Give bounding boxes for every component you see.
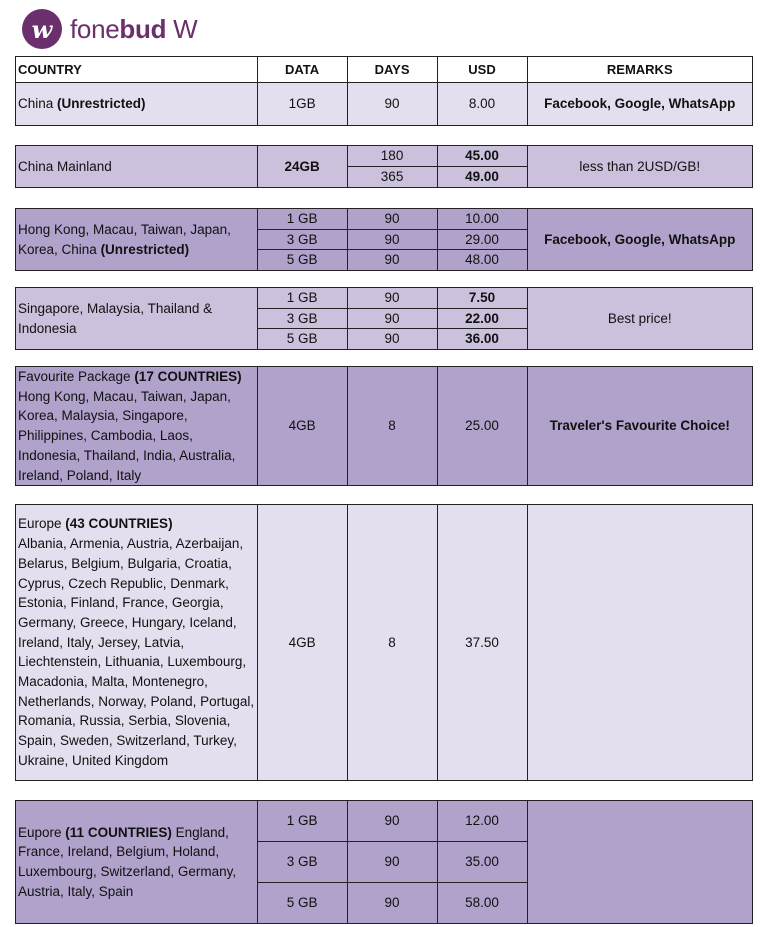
price-cell: 29.00 [437, 229, 527, 250]
price-cell: 58.00 [437, 883, 527, 924]
data-cell: 3 GB [257, 229, 347, 250]
country-cell: Singapore, Malaysia, Thailand & Indonesia [16, 288, 258, 350]
days-cell: 90 [347, 801, 437, 842]
price-cell: 7.50 [437, 288, 527, 309]
country-cell: Europe (43 COUNTRIES) Albania, Armenia, Austria, Azerbaijan, Belarus, Belgium, Bulgaria, Croatia, Cyprus, Czech Republic, Denmark, Estonia, Finland, France, Georgia, Germany, Greece, Hungary, Iceland, Ireland, Italy, Jersey, Latvia, Liechtenstein, Lithuania, Luxembourg, Macadonia, Malta, Montenegro, Netherlands, Norway, Poland, Portugal, Romania, Russia, Serbia, Slovenia, Spain, Sweden, Switzerland, Turkey, Ukraine, United Kingdom [16, 505, 258, 781]
remarks-cell: Best price! [527, 288, 752, 350]
data-cell: 24GB [257, 146, 347, 188]
table-row [16, 83, 753, 126]
table-row [16, 801, 753, 842]
data-cell: 5 GB [257, 883, 347, 924]
days-cell: 90 [347, 329, 437, 350]
data-cell: 3 GB [257, 842, 347, 883]
data-cell: 4GB [257, 505, 347, 781]
price-cell: 22.00 [437, 308, 527, 329]
plan-table-europe-43 [15, 504, 753, 781]
remarks-cell: Facebook, Google, WhatsApp [527, 83, 752, 126]
header-country: COUNTRY [16, 57, 258, 83]
logo-wordmark: fonebud W [70, 13, 198, 44]
days-cell: 180 [347, 146, 437, 167]
country-cell: China Mainland [16, 146, 258, 188]
days-cell: 90 [347, 842, 437, 883]
plan-table-china [15, 56, 753, 126]
remarks-cell: Traveler's Favourite Choice! [527, 367, 752, 486]
price-cell: 12.00 [437, 801, 527, 842]
data-cell: 4GB [257, 367, 347, 486]
price-cell: 8.00 [437, 83, 527, 126]
days-cell: 90 [347, 83, 437, 126]
data-cell: 5 GB [257, 250, 347, 271]
remarks-cell: less than 2USD/GB! [527, 146, 752, 188]
country-list: England, France, Ireland, Belgium, Holand, Luxembourg, Switzerland, Germany, Austria, Italy, Spain [18, 824, 237, 899]
days-cell: 90 [347, 229, 437, 250]
plan-table-hk-asia [15, 208, 753, 271]
remarks-cell [527, 801, 752, 924]
table-header-row [16, 57, 753, 83]
header-usd: USD [437, 57, 527, 83]
days-cell: 90 [347, 308, 437, 329]
price-cell: 37.50 [437, 505, 527, 781]
price-cell: 48.00 [437, 250, 527, 271]
table-row [16, 505, 753, 781]
plan-table-china-mainland [15, 145, 753, 188]
country-cell: Hong Kong, Macau, Taiwan, Japan, Korea, China (Unrestricted) [16, 209, 258, 271]
plan-table-southeast-asia [15, 287, 753, 350]
price-cell: 36.00 [437, 329, 527, 350]
price-cell: 45.00 [437, 146, 527, 167]
price-cell: 10.00 [437, 209, 527, 230]
price-cell: 35.00 [437, 842, 527, 883]
country-list: Albania, Armenia, Austria, Azerbaijan, Belarus, Belgium, Bulgaria, Croatia, Cyprus, Czech Republic, Denmark, Estonia, Finland, France, Georgia, Germany, Greece, Hungary, Iceland, Ireland, Italy, Jersey, Latvia, Liechtenstein, Lithuania, Luxembourg, Macadonia, Malta, Montenegro, Netherlands, Norway, Poland, Portugal, Romania, Russia, Serbia, Slovenia, Spain, Sweden, Switzerland, Turkey, Ukraine, United Kingdom [18, 536, 255, 768]
days-cell: 90 [347, 209, 437, 230]
logo-mark: w [22, 9, 62, 49]
plan-table-favourite [15, 366, 753, 486]
days-cell: 365 [347, 167, 437, 188]
table-row [16, 367, 753, 486]
days-cell: 8 [347, 367, 437, 486]
header-data: DATA [257, 57, 347, 83]
table-row [16, 288, 753, 309]
header-days: DAYS [347, 57, 437, 83]
data-cell: 5 GB [257, 329, 347, 350]
price-cell: 25.00 [437, 367, 527, 486]
days-cell: 90 [347, 883, 437, 924]
table-row [16, 209, 753, 230]
days-cell: 90 [347, 288, 437, 309]
remarks-cell [527, 505, 752, 781]
days-cell: 8 [347, 505, 437, 781]
country-cell: China (Unrestricted) [16, 83, 258, 126]
table-row [16, 146, 753, 167]
plan-table-europe-11 [15, 800, 753, 924]
country-list: Hong Kong, Macau, Taiwan, Japan, Korea, Malaysia, Singapore, Philippines, Cambodia, Laos, Indonesia, Thailand, India, Australia, Ireland, Poland, Italy [18, 388, 236, 483]
data-cell: 3 GB [257, 308, 347, 329]
data-cell: 1 GB [257, 801, 347, 842]
remarks-cell: Facebook, Google, WhatsApp [527, 209, 752, 271]
country-cell: Eupore (11 COUNTRIES) England, France, Ireland, Belgium, Holand, Luxembourg, Switzerland, Germany, Austria, Italy, Spain [16, 801, 258, 924]
price-cell: 49.00 [437, 167, 527, 188]
data-cell: 1GB [257, 83, 347, 126]
header-remarks: REMARKS [527, 57, 752, 83]
data-cell: 1 GB [257, 288, 347, 309]
days-cell: 90 [347, 250, 437, 271]
country-cell: Favourite Package (17 COUNTRIES) Hong Kong, Macau, Taiwan, Japan, Korea, Malaysia, Singapore, Philippines, Cambodia, Laos, Indonesia, Thailand, India, Australia, Ireland, Poland, Italy [16, 367, 258, 486]
data-cell: 1 GB [257, 209, 347, 230]
fonebud-logo [22, 9, 197, 49]
